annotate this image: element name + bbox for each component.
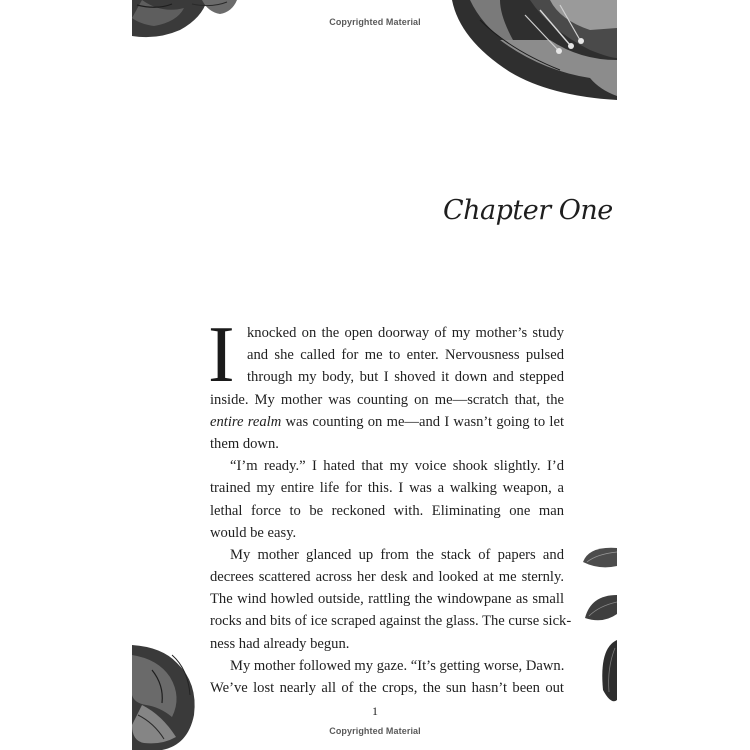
text-line: ness had already begun. bbox=[210, 635, 350, 652]
text-line: My mother glanced up from the stack of papers and bbox=[230, 546, 564, 563]
text-fragment: was counting on me—and I wasn’t going to let bbox=[281, 413, 564, 430]
text-line: knocked on the open doorway of my mother’s study bbox=[247, 325, 564, 341]
chapter-title: Chapter One bbox=[443, 195, 613, 226]
text-line: inside. My mother was counting on me—scratch that, the bbox=[210, 391, 564, 408]
text-line: would be easy. bbox=[210, 524, 297, 541]
drop-cap: I bbox=[208, 311, 235, 399]
italic-phrase: entire realm bbox=[210, 413, 282, 430]
text-line: The wind howled outside, rattling the windowpane as small bbox=[210, 591, 564, 608]
leaves-illustration bbox=[569, 540, 617, 710]
text-line: My mother followed my gaze. “It’s getting worse, Dawn. bbox=[230, 657, 565, 674]
text-line: trained my entire life for this. I was a walking weapon, a bbox=[210, 480, 564, 497]
lily-flower-illustration bbox=[440, 0, 617, 105]
text-line: “I’m ready.” I hated that my voice shook slightly. I’d bbox=[230, 458, 564, 475]
body-text bbox=[208, 311, 572, 699]
text-line: decrees scattered across her desk and looked at me sternly. bbox=[210, 569, 564, 586]
copyright-watermark-bottom: Copyrighted Material bbox=[329, 726, 421, 736]
text-line: and she called for me to enter. Nervousness pulsed bbox=[247, 347, 564, 364]
text-line: them down. bbox=[210, 435, 279, 452]
copyright-watermark-top: Copyrighted Material bbox=[329, 17, 421, 27]
page-number: 1 bbox=[372, 704, 378, 718]
text-line: through my body, but I shoved it down and stepped bbox=[247, 369, 564, 386]
text-line: We’ve lost nearly all of the crops, the sun hasn’t been out bbox=[210, 680, 564, 696]
text-line bbox=[210, 411, 564, 433]
text-line: lethal force to be reckoned with. Eliminating one man bbox=[210, 502, 564, 519]
text-line: rocks and bits of ice scraped against the glass. The curse sick- bbox=[210, 613, 572, 630]
